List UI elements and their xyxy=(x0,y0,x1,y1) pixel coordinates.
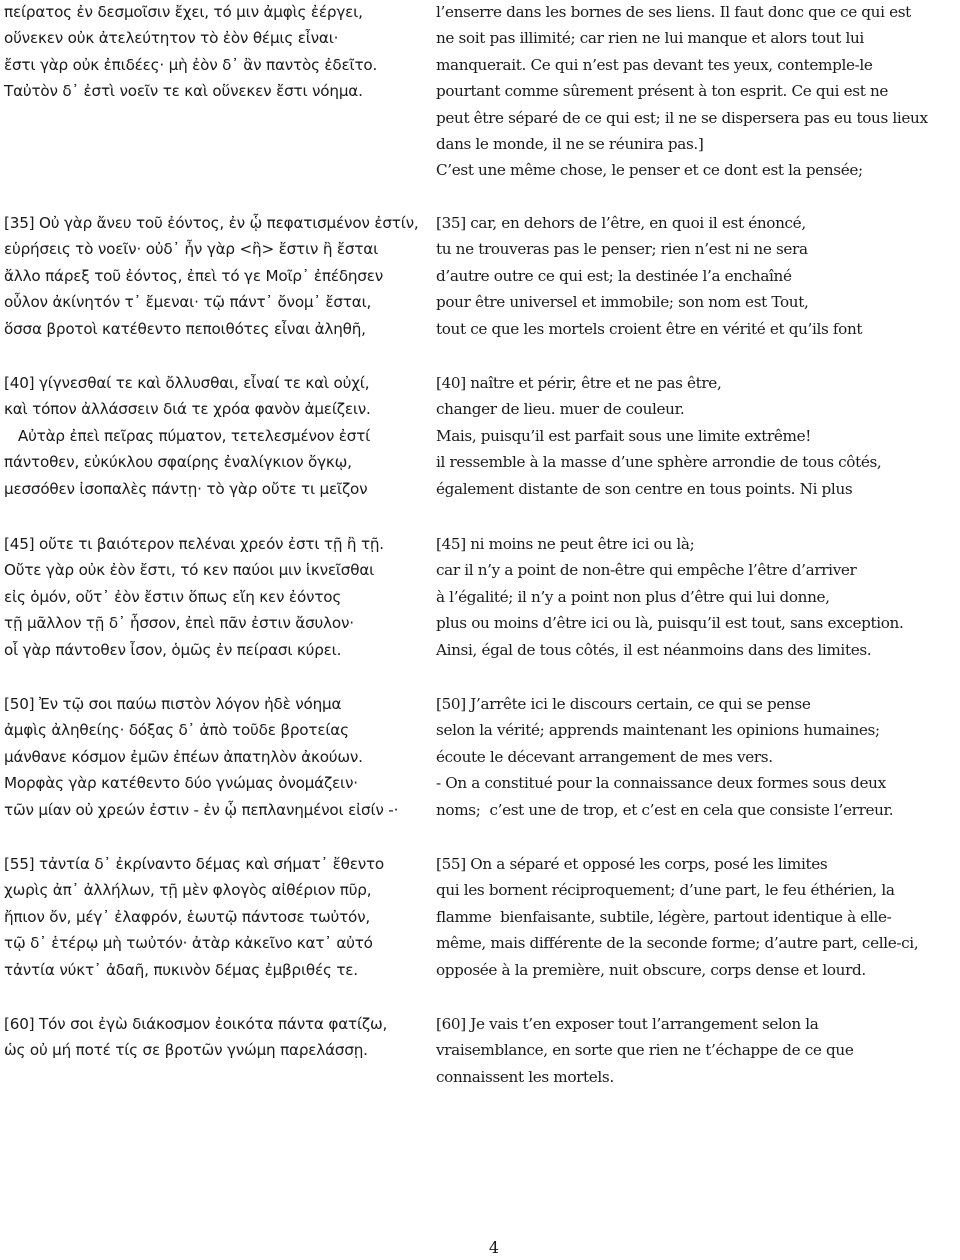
greek-line: χωρὶς ἀπ᾽ ἀλλήλων, τῇ μὲν φλογὸς αἰθέριον πῦρ, xyxy=(4,881,372,900)
greek-line: [40] γίγνεσθαί τε καὶ ὄλλυσθαι, εἶναί τε καὶ οὐχί, xyxy=(4,374,370,392)
greek-line: τῇ μᾶλλον τῇ δ᾽ ἧσσον, ἐπεὶ πᾶν ἐστιν ἄσυλον· xyxy=(4,614,354,633)
french-stanza-35 xyxy=(436,210,960,342)
greek-line: ἀμφὶς ἀληθείης· δόξας δ᾽ ἀπὸ τοῦδε βροτείας xyxy=(4,721,349,740)
french-line: d’autre outre ce qui est; la destinée l’a enchaîné xyxy=(436,266,792,285)
greek-line: Οὔτε γὰρ οὐκ ἐὸν ἔστι, τό κεν παύοι μιν ἱκνεῖσθαι xyxy=(4,561,375,580)
greek-line: πάντοθεν, εὐκύκλου σφαίρης ἐναλίγκιον ὄγκῳ, xyxy=(4,453,352,472)
greek-line: τῶν μίαν οὐ χρεών ἐστιν - ἐν ᾧ πεπλανημένοι εἰσίν -· xyxy=(4,800,399,819)
french-line: également distante de son centre en tous points. Ni plus xyxy=(436,479,853,498)
greek-line: Μορφὰς γὰρ κατέθεντο δύο γνώμας ὀνομάζειν· xyxy=(4,774,358,793)
french-line: l’enserre dans les bornes de ses liens. Il faut donc que ce qui est xyxy=(436,3,911,21)
greek-line: [60] Τόν σοι ἐγὼ διάκοσμον ἐοικότα πάντα φατίζω, xyxy=(4,1015,388,1033)
french-line: Ainsi, égal de tous côtés, il est néanmoins dans des limites. xyxy=(436,640,872,659)
french-stanza-40 xyxy=(436,370,960,502)
greek-line: μεσσόθεν ἰσοπαλὲς πάντῃ· τὸ γὰρ οὔτε τι μεῖζον xyxy=(4,479,368,498)
greek-stanza-50 xyxy=(4,691,424,823)
greek-line: [55] τἀντία δ᾽ ἐκρίναντο δέμας καὶ σήματ᾽ ἔθεντο xyxy=(4,855,385,873)
greek-stanza-35 xyxy=(4,210,424,342)
greek-line: πείρατος ἐν δεσμοῖσιν ἔχει, τό μιν ἀμφὶς ἐέργει, xyxy=(4,3,363,21)
greek-line: Αὐτὰρ ἐπεὶ πεῖρας πύματον, τετελεσμένον ἐστί xyxy=(4,426,371,445)
french-line: [50] J’arrête ici le discours certain, ce qui se pense xyxy=(436,695,811,713)
greek-stanza-60 xyxy=(4,1011,424,1064)
french-line: tu ne trouveras pas le penser; rien n’est ni ne sera xyxy=(436,240,808,259)
french-line: peut être séparé de ce qui est; il ne se dispersera pas eu tous lieux xyxy=(436,108,928,127)
greek-stanza-45 xyxy=(4,531,424,663)
french-stanza-55 xyxy=(436,851,960,983)
greek-line: οἷ γὰρ πάντοθεν ἶσον, ὁμῶς ἐν πείρασι κύρει. xyxy=(4,640,342,659)
french-line: à l’égalité; il n’y a point non plus d’être qui lui donne, xyxy=(436,587,830,606)
french-line: pourtant comme sûrement présent à ton esprit. Ce qui est ne xyxy=(436,82,889,101)
greek-line: οὕνεκεν οὐκ ἀτελεύτητον τὸ ἐὸν θέμις εἶναι· xyxy=(4,29,339,48)
greek-line: τῷ δ᾽ ἑτέρῳ μὴ τωὐτόν· ἀτὰρ κἀκεῖνο κατ᾽ αὐτό xyxy=(4,934,373,953)
french-line: opposée à la première, nuit obscure, corps dense et lourd. xyxy=(436,960,866,979)
french-line: - On a constitué pour la connaissance deux formes sous deux xyxy=(436,774,886,793)
greek-line: ἄλλο πάρεξ τοῦ ἐόντος, ἐπεὶ τό γε Μοῖρ᾽ ἐπέδησεν xyxy=(4,266,384,285)
french-line: écoute le décevant arrangement de mes vers. xyxy=(436,747,773,766)
french-line: qui les bornent réciproquement; d’une part, le feu éthérien, la xyxy=(436,881,895,900)
french-line: pour être universel et immobile; son nom est Tout, xyxy=(436,293,809,312)
french-line: C’est une même chose, le penser et ce dont est la pensée; xyxy=(436,161,863,180)
french-line: il ressemble à la masse d’une sphère arrondie de tous côtés, xyxy=(436,453,882,472)
greek-line: ὅσσα βροτοὶ κατέθεντο πεποιθότες εἶναι ἀληθῆ, xyxy=(4,319,366,338)
french-line: car il n’y a point de non-être qui empêche l’être d’arriver xyxy=(436,561,857,580)
greek-line: [50] Ἐν τῷ σοι παύω πιστὸν λόγον ἠδὲ νόημα xyxy=(4,695,342,713)
french-line: [60] Je vais t’en exposer tout l’arrangement selon la xyxy=(436,1015,819,1033)
french-line: dans le monde, il ne se réunira pas.] xyxy=(436,134,704,153)
french-stanza-45 xyxy=(436,531,960,663)
greek-line: τἀντία νύκτ᾽ ἀδαῆ, πυκινὸν δέμας ἐμβριθές τε. xyxy=(4,960,358,979)
greek-line: μάνθανε κόσμον ἐμῶν ἐπέων ἀπατηλὸν ἀκούων. xyxy=(4,747,363,766)
french-line: [35] car, en dehors de l’être, en quoi il est énoncé, xyxy=(436,214,806,232)
greek-line: εὑρήσεις τὸ νοεῖν· οὐδ᾽ ἦν γὰρ <ἢ> ἔστιν ἢ ἔσται xyxy=(4,240,379,259)
greek-line: ἤπιον ὄν, μέγ᾽ ἐλαφρόν, ἑωυτῷ πάντοσε τωὐτόν, xyxy=(4,907,371,926)
greek-line: ἔστι γὰρ οὐκ ἐπιδέες· μὴ ἐὸν δ᾽ ἂν παντὸς ἐδεῖτο. xyxy=(4,55,378,74)
greek-line: ὡς οὐ μή ποτέ τίς σε βροτῶν γνώμη παρελάσσῃ. xyxy=(4,1041,368,1060)
greek-line: Ταὐτὸν δ᾽ ἐστὶ νοεῖν τε καὶ οὕνεκεν ἔστι νόημα. xyxy=(4,82,363,101)
french-stanza-50 xyxy=(436,691,960,823)
french-stanza-intro xyxy=(436,0,960,184)
french-line: selon la vérité; apprends maintenant les opinions humaines; xyxy=(436,721,880,740)
greek-line: [35] Οὐ γὰρ ἄνευ τοῦ ἐόντος, ἐν ᾧ πεφατισμένον ἐστίν, xyxy=(4,214,419,232)
greek-stanza-40 xyxy=(4,370,424,502)
french-line: manquerait. Ce qui n’est pas devant tes yeux, contemple-le xyxy=(436,55,873,74)
page-number: 4 xyxy=(488,1238,500,1257)
greek-stanza-55 xyxy=(4,851,424,983)
french-line: [55] On a séparé et opposé les corps, posé les limites xyxy=(436,855,828,873)
french-line: même, mais différente de la seconde forme; d’autre part, celle-ci, xyxy=(436,934,919,953)
french-line: tout ce que les mortels croient être en vérité et qu’ils font xyxy=(436,319,863,338)
french-line: plus ou moins d’être ici ou là, puisqu’il est tout, sans exception. xyxy=(436,614,904,633)
greek-line: καὶ τόπον ἀλλάσσειν διά τε χρόα φανὸν ἀμείζειν. xyxy=(4,400,371,419)
greek-line: [45] οὔτε τι βαιότερον πελέναι χρεόν ἐστι τῇ ἢ τῇ. xyxy=(4,535,384,553)
french-line: vraisemblance, en sorte que rien ne t’échappe de ce que xyxy=(436,1041,854,1060)
greek-line: εἰς ὁμόν, οὔτ᾽ ἐὸν ἔστιν ὅπως εἴη κεν ἐόντος xyxy=(4,587,342,606)
french-line: connaissent les mortels. xyxy=(436,1067,614,1086)
french-line: [45] ni moins ne peut être ici ou là; xyxy=(436,535,695,553)
french-line: Mais, puisqu’il est parfait sous une limite extrême! xyxy=(436,426,811,445)
french-line: noms; c’est une de trop, et c’est en cela que consiste l’erreur. xyxy=(436,800,894,819)
greek-line: οὖλον ἀκίνητόν τ᾽ ἔμεναι· τῷ πάντ᾽ ὄνομ᾽ ἔσται, xyxy=(4,293,372,312)
french-line: changer de lieu. muer de couleur. xyxy=(436,400,685,419)
greek-stanza-intro xyxy=(4,0,424,105)
french-line: flamme bienfaisante, subtile, légère, partout identique à elle- xyxy=(436,907,892,926)
french-stanza-60 xyxy=(436,1011,960,1090)
french-line: ne soit pas illimité; car rien ne lui manque et alors tout lui xyxy=(436,29,864,48)
french-line: [40] naître et périr, être et ne pas être, xyxy=(436,374,722,392)
